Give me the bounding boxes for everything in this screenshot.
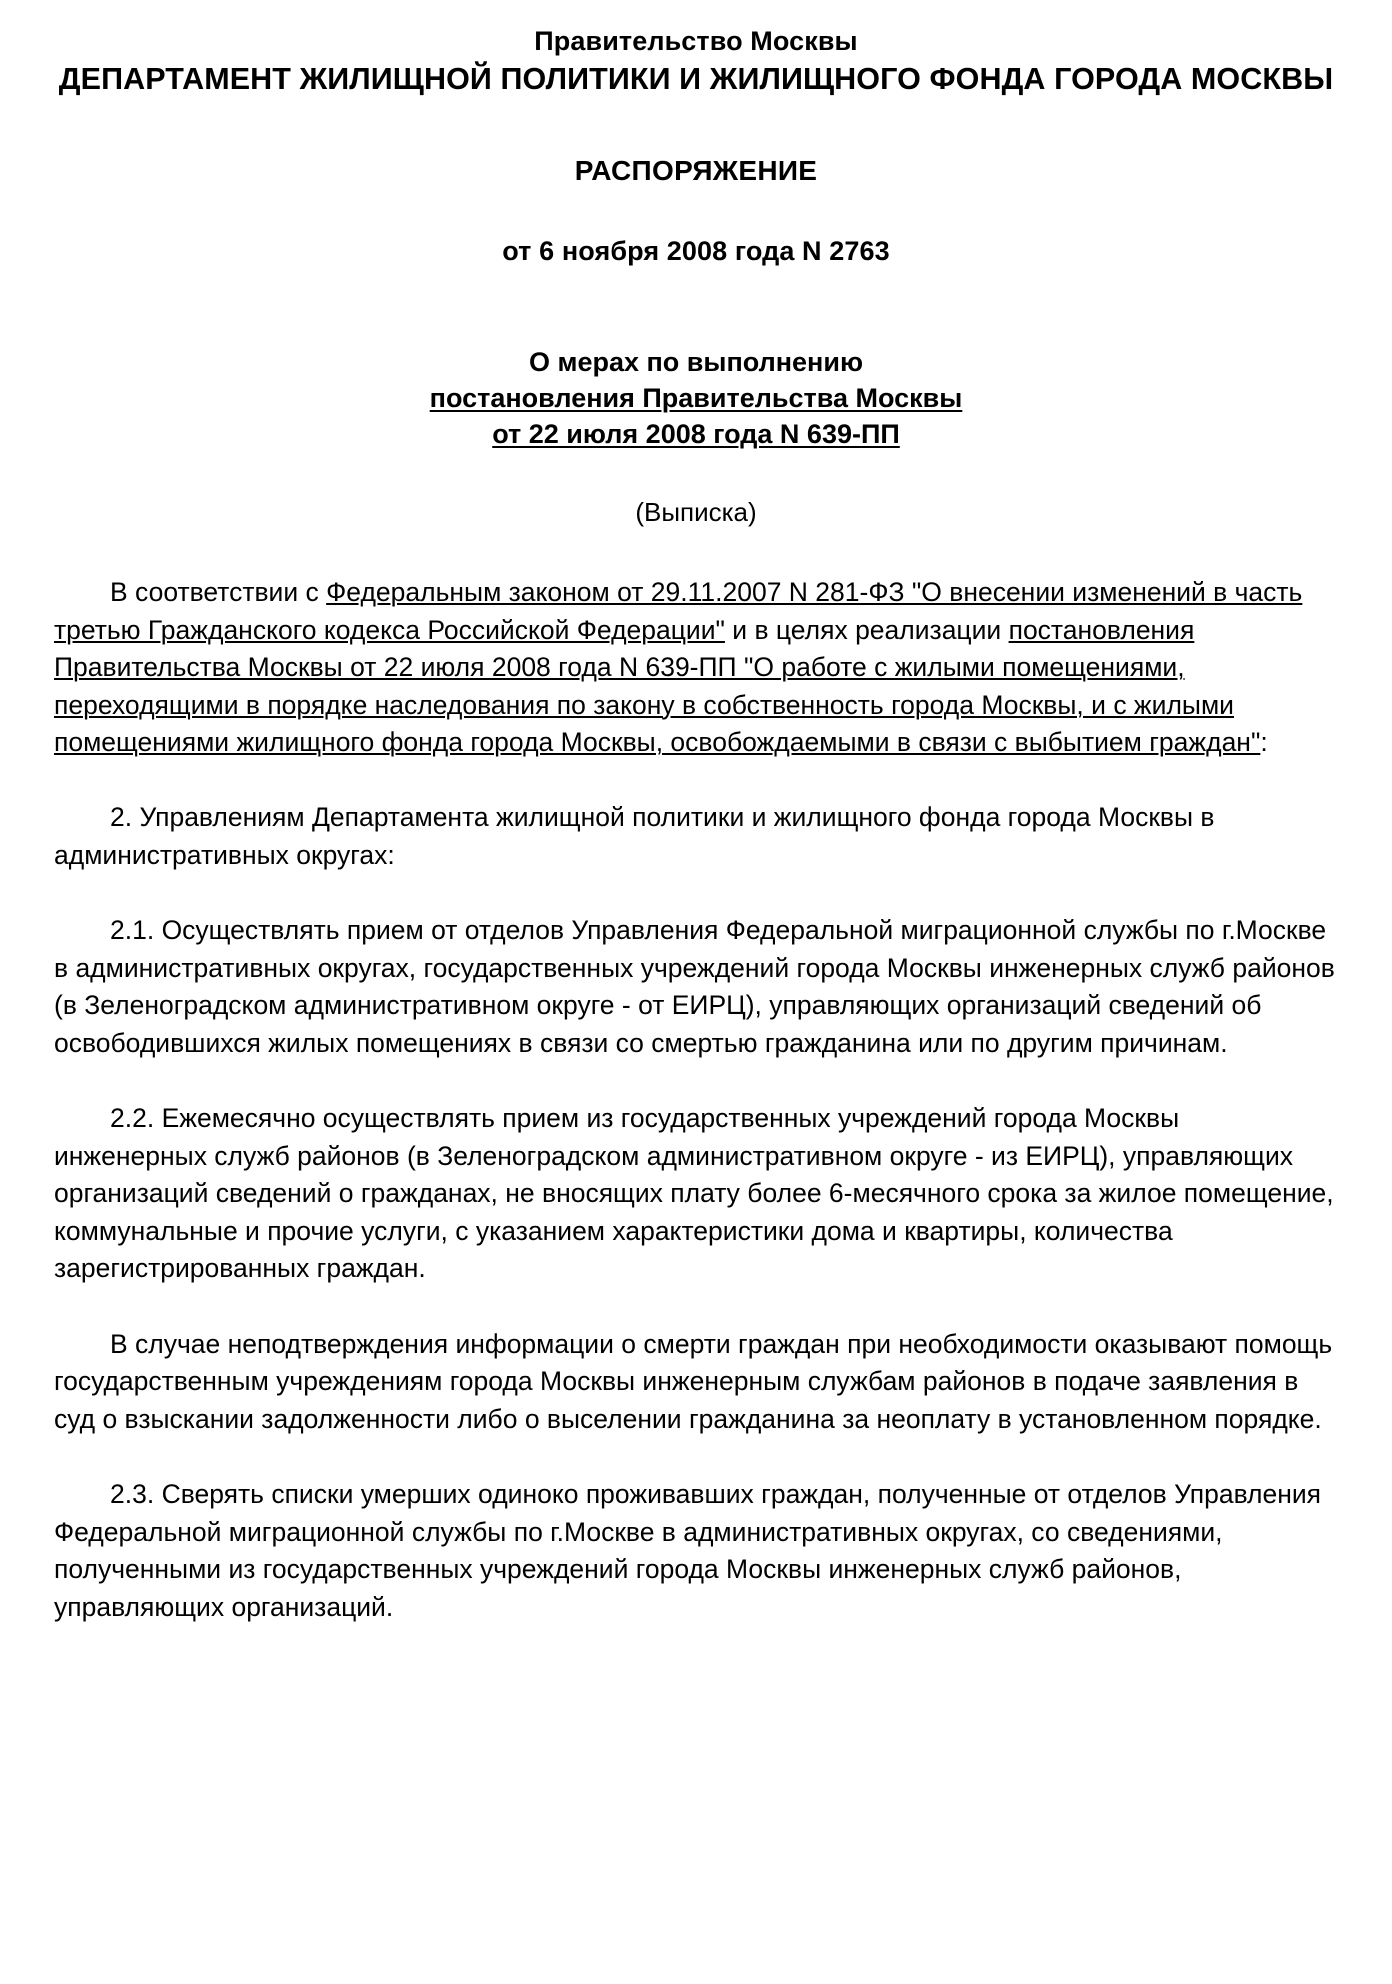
department-name: ДЕПАРТАМЕНТ ЖИЛИЩНОЙ ПОЛИТИКИ И ЖИЛИЩНОГО ФОНДА ГОРОДА МОСКВЫ [58,61,1334,96]
document-type: РАСПОРЯЖЕНИЕ [574,154,818,186]
preamble-mid-text: и в целях реализации [724,614,1009,645]
document-date-number: от 6 ноября 2008 года N 2763 [502,235,890,266]
document-title-link-line-2[interactable]: постановления Правительства Москвы [429,382,963,413]
excerpt-note: (Выписка) [635,497,757,528]
organization-name: Правительство Москвы [534,26,858,56]
paragraph-preamble [54,574,1338,761]
paragraph-item-2: 2. Управлениям Департамента жилищной политики и жилищного фонда города Москвы в административных округах: [54,802,1215,870]
paragraph-item-2-2: 2.2. Ежемесячно осуществлять прием из государственных учреждений города Москвы инженерных служб районов (в Зеленоградском административном округе - из ЕИРЦ), управляющих организаций сведений о гражданах, не вносящих плату более 6-месячного срока за жилое помещение, коммунальные и прочие услуги, с указанием характеристики дома и квартиры, количества зарегистрированных граждан. [54,1103,1334,1284]
preamble-federal-law-link[interactable]: Федеральным законом от 29.11.2007 N 281-ФЗ "О внесении изменений в часть третью Гражданского кодекса Российской Федерации" [54,577,1303,645]
document-title-line-1: О мерах по выполнению [528,346,864,377]
preamble-lead-text: В соответствии с [110,577,327,608]
preamble-tail-text: : [1260,726,1268,757]
document-title [54,344,1338,453]
paragraph-unconfirmed-info: В случае неподтверждения информации о смерти граждан при необходимости оказывают помощь государственным учреждениям города Москвы инженерным службам районов в подаче заявления в суд о взыскании задолженности либо о выселении гражданина за неоплату в установленном порядке. [54,1328,1333,1434]
document-title-link-line-3[interactable]: от 22 июля 2008 года N 639-ПП [492,418,900,449]
preamble-moscow-decree-link[interactable]: постановления Правительства Москвы от 22 июля 2008 года N 639-ПП "О работе с жилыми помещениями, переходящими в порядке наследования по закону в собственность города Москвы, и с жилыми помещениями жилищного фонда города Москвы, освобождаемыми в связи с выбытием граждан" [54,614,1261,757]
paragraph-item-2-3: 2.3. Сверять списки умерших одиноко проживавших граждан, полученные от отделов Управления Федеральной миграционной службы по г.Москве в административных округах, со сведениями, полученными из государственных учреждений города Москвы инженерных служб районов, управляющих организаций. [54,1479,1322,1622]
paragraph-item-2-1: 2.1. Осуществлять прием от отделов Управления Федеральной миграционной службы по г.Москве в административных округах, государственных учреждений города Москвы инженерных служб районов (в Зеленоградском административном округе - от ЕИРЦ), управляющих организаций сведений об освободившихся жилых помещениях в связи со смертью гражданина или по другим причинам. [54,915,1335,1058]
document-title-line-2 [54,380,1338,416]
document-title-line-3 [54,416,1338,452]
